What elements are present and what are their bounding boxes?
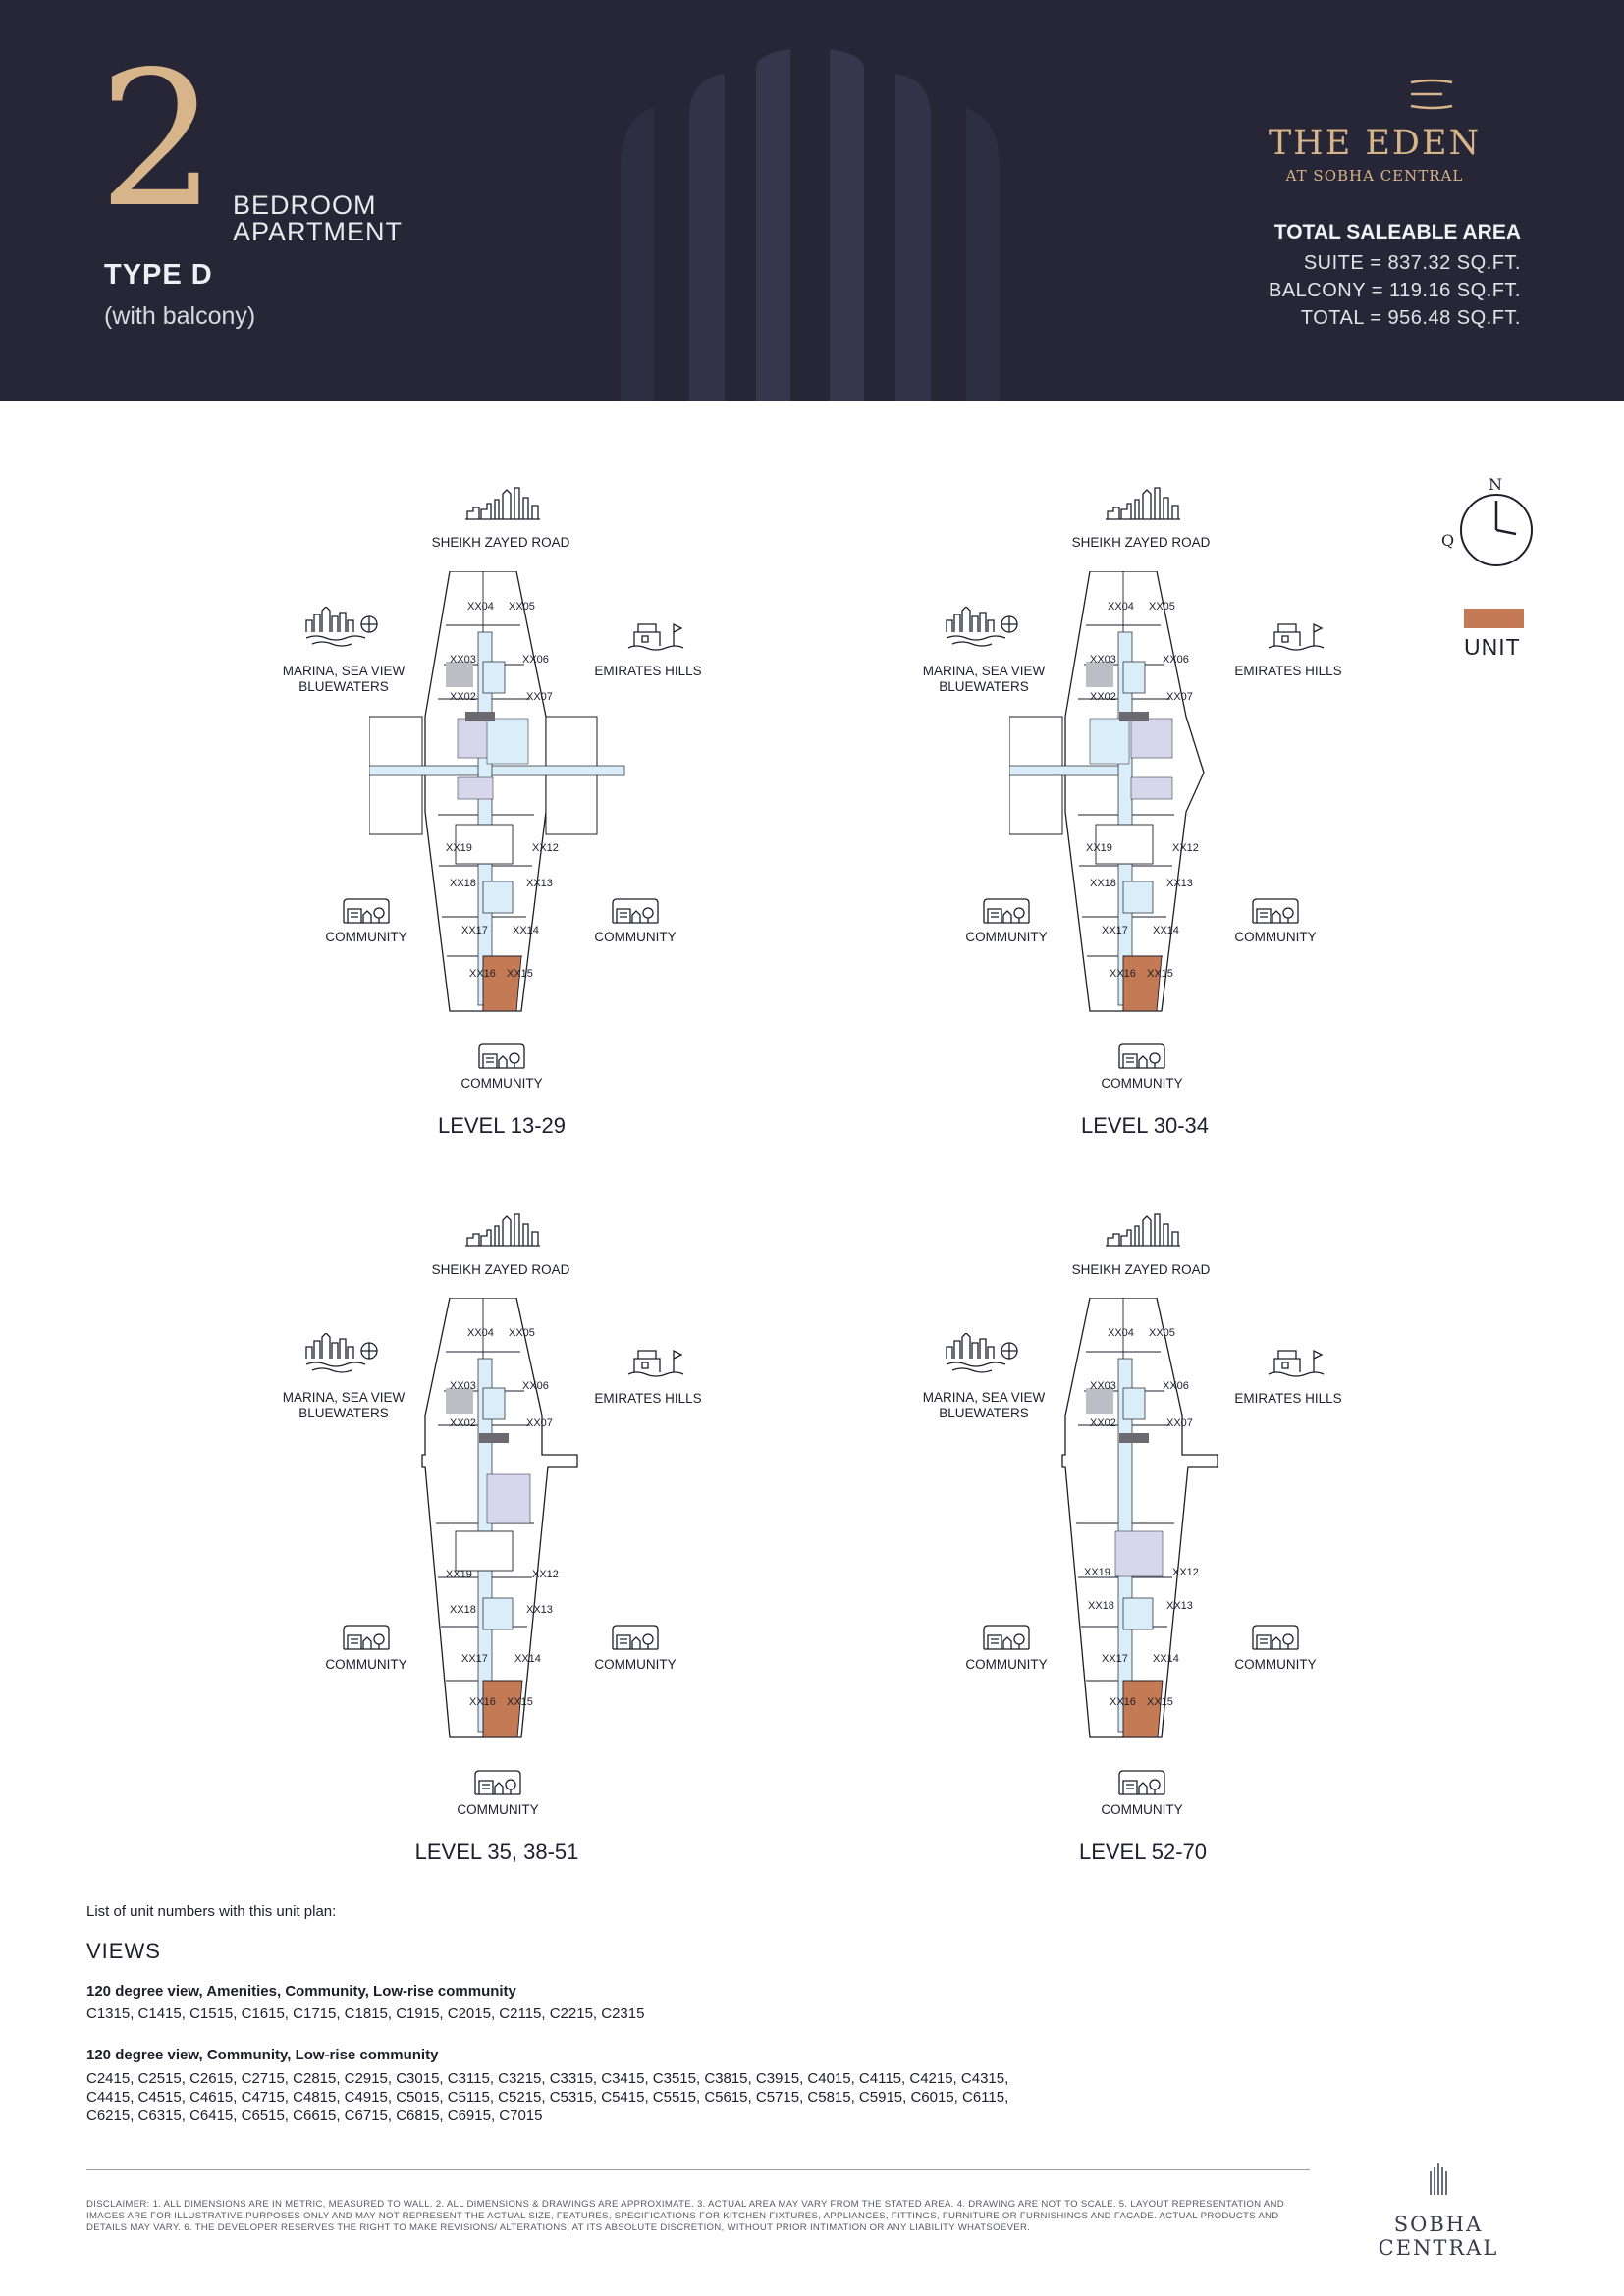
- unit-label: XX12: [1172, 842, 1199, 854]
- marina-icon: [945, 1333, 1023, 1376]
- unit-label: XX18: [450, 878, 476, 889]
- unit-label: XX17: [461, 925, 488, 936]
- view-group-title: 120 degree view, Amenities, Community, Low-rise community: [86, 1983, 516, 2000]
- community-icon: [982, 1624, 1031, 1651]
- unit-legend-swatch: [1464, 609, 1524, 628]
- direction-east: EMIRATES HILLS: [1234, 1391, 1342, 1406]
- unit-label: XX18: [1090, 878, 1116, 889]
- community-icon: [342, 897, 391, 925]
- unit-label: XX13: [1166, 1600, 1193, 1612]
- marina-icon: [945, 607, 1023, 650]
- hills-icon: [1267, 1343, 1326, 1382]
- direction-west: MARINA, SEA VIEW BLUEWATERS: [922, 664, 1046, 694]
- unit-label: XX12: [1172, 1567, 1199, 1578]
- direction-community: COMMUNITY: [594, 930, 677, 944]
- floor-plan-1: [369, 571, 634, 1023]
- unit-label: XX15: [507, 1696, 533, 1708]
- unit-label: XX19: [446, 842, 472, 854]
- community-icon: [342, 1624, 391, 1651]
- floor-plan-2: [1009, 571, 1274, 1023]
- eden-logo-icon: [1407, 79, 1456, 112]
- unit-label: XX16: [1110, 1696, 1136, 1708]
- skyline-icon: [463, 1212, 542, 1248]
- unit-label: XX18: [450, 1604, 476, 1616]
- direction-community: COMMUNITY: [1101, 1802, 1183, 1817]
- floor-plan-4: [1009, 1298, 1274, 1749]
- unit-label: XX12: [532, 842, 559, 854]
- unit-label: XX14: [1153, 925, 1179, 936]
- compass-north-label: N: [1489, 475, 1502, 494]
- unit-type: TYPE D: [104, 259, 213, 291]
- community-icon: [1117, 1769, 1166, 1796]
- bedroom-count: 2: [98, 31, 217, 248]
- direction-community: COMMUNITY: [325, 1657, 407, 1672]
- unit-label: XX17: [461, 1653, 488, 1665]
- community-icon: [477, 1042, 526, 1070]
- unit-label: XX02: [450, 1417, 476, 1429]
- bedroom-label: BEDROOM: [233, 190, 377, 220]
- hills-icon: [626, 616, 685, 656]
- unit-label: XX06: [522, 1380, 549, 1392]
- unit-label: XX03: [450, 1380, 476, 1392]
- balcony-area: BALCONY = 119.16 SQ.FT.: [1269, 280, 1521, 301]
- direction-community: COMMUNITY: [965, 1657, 1048, 1672]
- direction-community: COMMUNITY: [1234, 1657, 1317, 1672]
- unit-legend-label: UNIT: [1464, 634, 1521, 660]
- level-label: LEVEL 35, 38-51: [414, 1840, 579, 1864]
- community-icon: [611, 1624, 660, 1651]
- view-group-title: 120 degree view, Community, Low-rise community: [86, 2047, 439, 2063]
- skyline-icon: [1104, 486, 1182, 521]
- unit-label: XX13: [526, 1604, 553, 1616]
- view-group-units: C6215, C6315, C6415, C6515, C6615, C6715, C6815, C6915, C7015: [86, 2108, 543, 2124]
- direction-west: MARINA, SEA VIEW BLUEWATERS: [282, 1390, 406, 1420]
- unit-label: XX19: [446, 1569, 472, 1580]
- unit-label: XX19: [1084, 1567, 1110, 1578]
- unit-label: XX17: [1102, 925, 1128, 936]
- unit-label: XX07: [1166, 691, 1193, 703]
- community-icon: [473, 1769, 522, 1796]
- unit-label: XX19: [1086, 842, 1112, 854]
- unit-list-intro: List of unit numbers with this unit plan:: [86, 1903, 337, 1920]
- unit-label: XX02: [450, 691, 476, 703]
- view-group-units: C2415, C2515, C2615, C2715, C2815, C2915, C3015, C3115, C3215, C3315, C3415, C3515, C3815, C3915, C4015, C4115, C4215, C4315,: [86, 2070, 1009, 2087]
- brand-name: SOBHA CENTRAL: [1378, 2213, 1499, 2260]
- community-icon: [1251, 1624, 1300, 1651]
- unit-label: XX06: [1163, 654, 1189, 666]
- skyline-icon: [1104, 1212, 1182, 1248]
- direction-east: EMIRATES HILLS: [594, 1391, 702, 1406]
- community-icon: [982, 897, 1031, 925]
- unit-label: XX05: [1149, 601, 1175, 613]
- direction-north: SHEIKH ZAYED ROAD: [431, 535, 570, 550]
- direction-north: SHEIKH ZAYED ROAD: [1071, 1262, 1211, 1277]
- direction-east: EMIRATES HILLS: [1234, 664, 1342, 678]
- level-label: LEVEL 13-29: [437, 1113, 567, 1138]
- disclaimer-text: DISCLAIMER: 1. ALL DIMENSIONS ARE IN METRIC, MEASURED TO WALL. 2. ALL DIMENSIONS & DRAWINGS ARE APPROXIMATE. 3. ACTUAL AREA MAY VARY FROM THE STATED AREA. 4. DRAWING ARE NOT TO SCALE. 5. LAYOUT REPRESENTATION AND IMAGES ARE FOR ILLUSTRATIVE PURPOSES ONLY AND MAY NOT REPRESENT THE ACTUAL SIZE, FEATURES, SPECIFICATIONS FOR KITCHEN FIXTURES, APPLIANCES, FITTINGS, FURNITURE OR FURNISHINGS AND FACADE. ACTUAL PRODUCTS AND DETAILS MAY VARY. 6. THE DEVELOPER RESERVES THE RIGHT TO MAKE REVISIONS/ ALTERATIONS, AT ITS ABSOLUTE DISCRETION, WITHOUT PRIOR INTIMATION OR ANY LIABILITY WHATSOEVER.: [86, 2199, 1284, 2233]
- apartment-label: APARTMENT: [233, 217, 404, 246]
- hills-icon: [1267, 616, 1326, 656]
- direction-community: COMMUNITY: [325, 930, 407, 944]
- unit-label: XX16: [469, 968, 496, 980]
- direction-community: COMMUNITY: [594, 1657, 677, 1672]
- level-label: LEVEL 52-70: [1078, 1840, 1208, 1864]
- floor-plan-3: [369, 1298, 634, 1749]
- arches-graphic: [609, 49, 1021, 401]
- direction-north: SHEIKH ZAYED ROAD: [1071, 535, 1211, 550]
- unit-variant: (with balcony): [104, 302, 256, 330]
- logo-subtitle: AT SOBHA CENTRAL: [1285, 167, 1464, 185]
- unit-label: XX03: [450, 654, 476, 666]
- header-banner: [0, 0, 1624, 401]
- compass-q-label: Q: [1441, 531, 1455, 550]
- unit-label: XX04: [1108, 1327, 1134, 1339]
- community-icon: [611, 897, 660, 925]
- community-icon: [1251, 897, 1300, 925]
- unit-label: XX04: [467, 1327, 494, 1339]
- views-heading: VIEWS: [86, 1939, 161, 1963]
- unit-label: XX13: [1166, 878, 1193, 889]
- direction-north: SHEIKH ZAYED ROAD: [431, 1262, 570, 1277]
- sobha-logo-icon: [1428, 2162, 1449, 2197]
- area-title: TOTAL SALEABLE AREA: [1273, 221, 1521, 243]
- unit-label: XX05: [1149, 1327, 1175, 1339]
- direction-west: MARINA, SEA VIEW BLUEWATERS: [282, 664, 406, 694]
- view-group-units: C1315, C1415, C1515, C1615, C1715, C1815, C1915, C2015, C2115, C2215, C2315: [86, 2005, 645, 2022]
- unit-label: XX04: [1108, 601, 1134, 613]
- unit-label: XX15: [1147, 968, 1173, 980]
- level-label: LEVEL 30-34: [1080, 1113, 1210, 1138]
- unit-label: XX07: [526, 1417, 553, 1429]
- skyline-icon: [463, 486, 542, 521]
- direction-west: MARINA, SEA VIEW BLUEWATERS: [922, 1390, 1046, 1420]
- unit-label: XX06: [522, 654, 549, 666]
- unit-label: XX14: [513, 925, 539, 936]
- logo-title: THE EDEN: [1268, 124, 1482, 163]
- direction-community: COMMUNITY: [1101, 1076, 1183, 1091]
- unit-label: XX06: [1163, 1380, 1189, 1392]
- unit-label: XX16: [1110, 968, 1136, 980]
- direction-community: COMMUNITY: [1234, 930, 1317, 944]
- view-group-units: C4415, C4515, C4615, C4715, C4815, C4915, C5015, C5115, C5215, C5315, C5415, C5515, C5615, C5715, C5815, C5915, C6015, C6115,: [86, 2089, 1009, 2106]
- unit-label: XX02: [1090, 691, 1116, 703]
- marina-icon: [304, 1333, 383, 1376]
- suite-area: SUITE = 837.32 SQ.FT.: [1303, 252, 1521, 274]
- unit-label: XX07: [1166, 1417, 1193, 1429]
- unit-label: XX12: [532, 1569, 559, 1580]
- unit-label: XX13: [526, 878, 553, 889]
- direction-east: EMIRATES HILLS: [594, 664, 702, 678]
- unit-label: XX16: [469, 1696, 496, 1708]
- unit-label: XX03: [1090, 654, 1116, 666]
- direction-community: COMMUNITY: [457, 1802, 539, 1817]
- unit-label: XX02: [1090, 1417, 1116, 1429]
- direction-community: COMMUNITY: [460, 1076, 543, 1091]
- unit-label: XX14: [514, 1653, 541, 1665]
- hills-icon: [626, 1343, 685, 1382]
- unit-label: XX07: [526, 691, 553, 703]
- unit-label: XX15: [507, 968, 533, 980]
- unit-label: XX15: [1147, 1696, 1173, 1708]
- total-area: TOTAL = 956.48 SQ.FT.: [1300, 307, 1521, 329]
- unit-label: XX18: [1088, 1600, 1114, 1612]
- unit-label: XX17: [1102, 1653, 1128, 1665]
- unit-label: XX03: [1090, 1380, 1116, 1392]
- community-icon: [1117, 1042, 1166, 1070]
- unit-label: XX05: [509, 601, 535, 613]
- unit-label: XX14: [1153, 1653, 1179, 1665]
- marina-icon: [304, 607, 383, 650]
- unit-label: XX04: [467, 601, 494, 613]
- direction-community: COMMUNITY: [965, 930, 1048, 944]
- footer-divider: [86, 2169, 1310, 2170]
- unit-label: XX05: [509, 1327, 535, 1339]
